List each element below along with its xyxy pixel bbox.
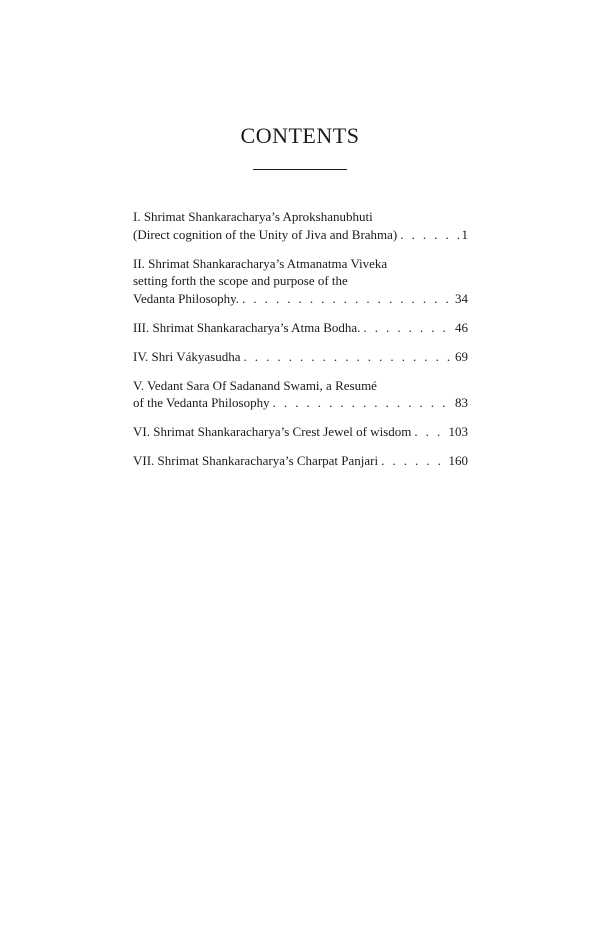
toc-entry-4-page-number: 69 <box>455 348 468 364</box>
toc-entry-1-page-number: 1 <box>461 226 468 242</box>
toc-entry-5-line-1: V. Vedant Sara Of Sadanand Swami, a Resumé <box>133 377 377 393</box>
toc-entry-6-title: VI. Shrimat Shankaracharya’s Crest Jewel of wisdom <box>133 424 412 439</box>
dot-leader <box>414 423 445 441</box>
toc-entry-2-title-end: Vedanta Philosophy. <box>133 290 240 306</box>
dot-leader <box>242 290 452 308</box>
dot-leader <box>363 319 452 337</box>
toc-entry-2-line-2: setting forth the scope and purpose of the <box>133 273 348 288</box>
toc-entry-5[interactable] <box>133 377 468 412</box>
dot-leader <box>400 226 458 244</box>
toc-entry-1-line-1: I. Shrimat Shankaracharya’s Aprokshanubhuti <box>133 209 373 224</box>
page-title: CONTENTS <box>240 123 360 148</box>
toc-entry-1[interactable] <box>133 208 468 243</box>
dot-leader <box>244 348 453 366</box>
toc-entry-4-title: IV. Shri Vákyasudha <box>133 348 241 364</box>
toc-entry-3-page-number: 46 <box>455 319 468 335</box>
toc-entry-6-page-number: 103 <box>448 424 468 439</box>
toc-entry-7-page-number: 160 <box>448 453 468 468</box>
toc-entry-3[interactable] <box>133 319 468 337</box>
dot-leader <box>381 452 445 470</box>
toc-entry-7[interactable] <box>133 452 468 470</box>
toc-entry-6[interactable] <box>133 423 468 441</box>
toc-entry-2-line-1: II. Shrimat Shankaracharya’s Atmanatma Viveka <box>133 255 388 271</box>
title-underline <box>253 169 347 170</box>
toc-entry-3-title: III. Shrimat Shankaracharya’s Atma Bodha. <box>133 319 361 335</box>
toc-entry-5-title-end: of the Vedanta Philosophy <box>133 395 270 410</box>
toc-entry-1-title-end: (Direct cognition of the Unity of Jiva and Brahma) <box>133 226 398 242</box>
toc-entry-4[interactable] <box>133 348 468 366</box>
table-of-contents <box>133 208 468 481</box>
dot-leader <box>273 394 452 412</box>
toc-entry-2[interactable] <box>133 255 468 308</box>
toc-entry-5-page-number: 83 <box>455 395 468 410</box>
toc-entry-7-title: VII. Shrimat Shankaracharya’s Charpat Panjari <box>133 453 379 468</box>
toc-entry-2-page-number: 34 <box>455 290 468 306</box>
